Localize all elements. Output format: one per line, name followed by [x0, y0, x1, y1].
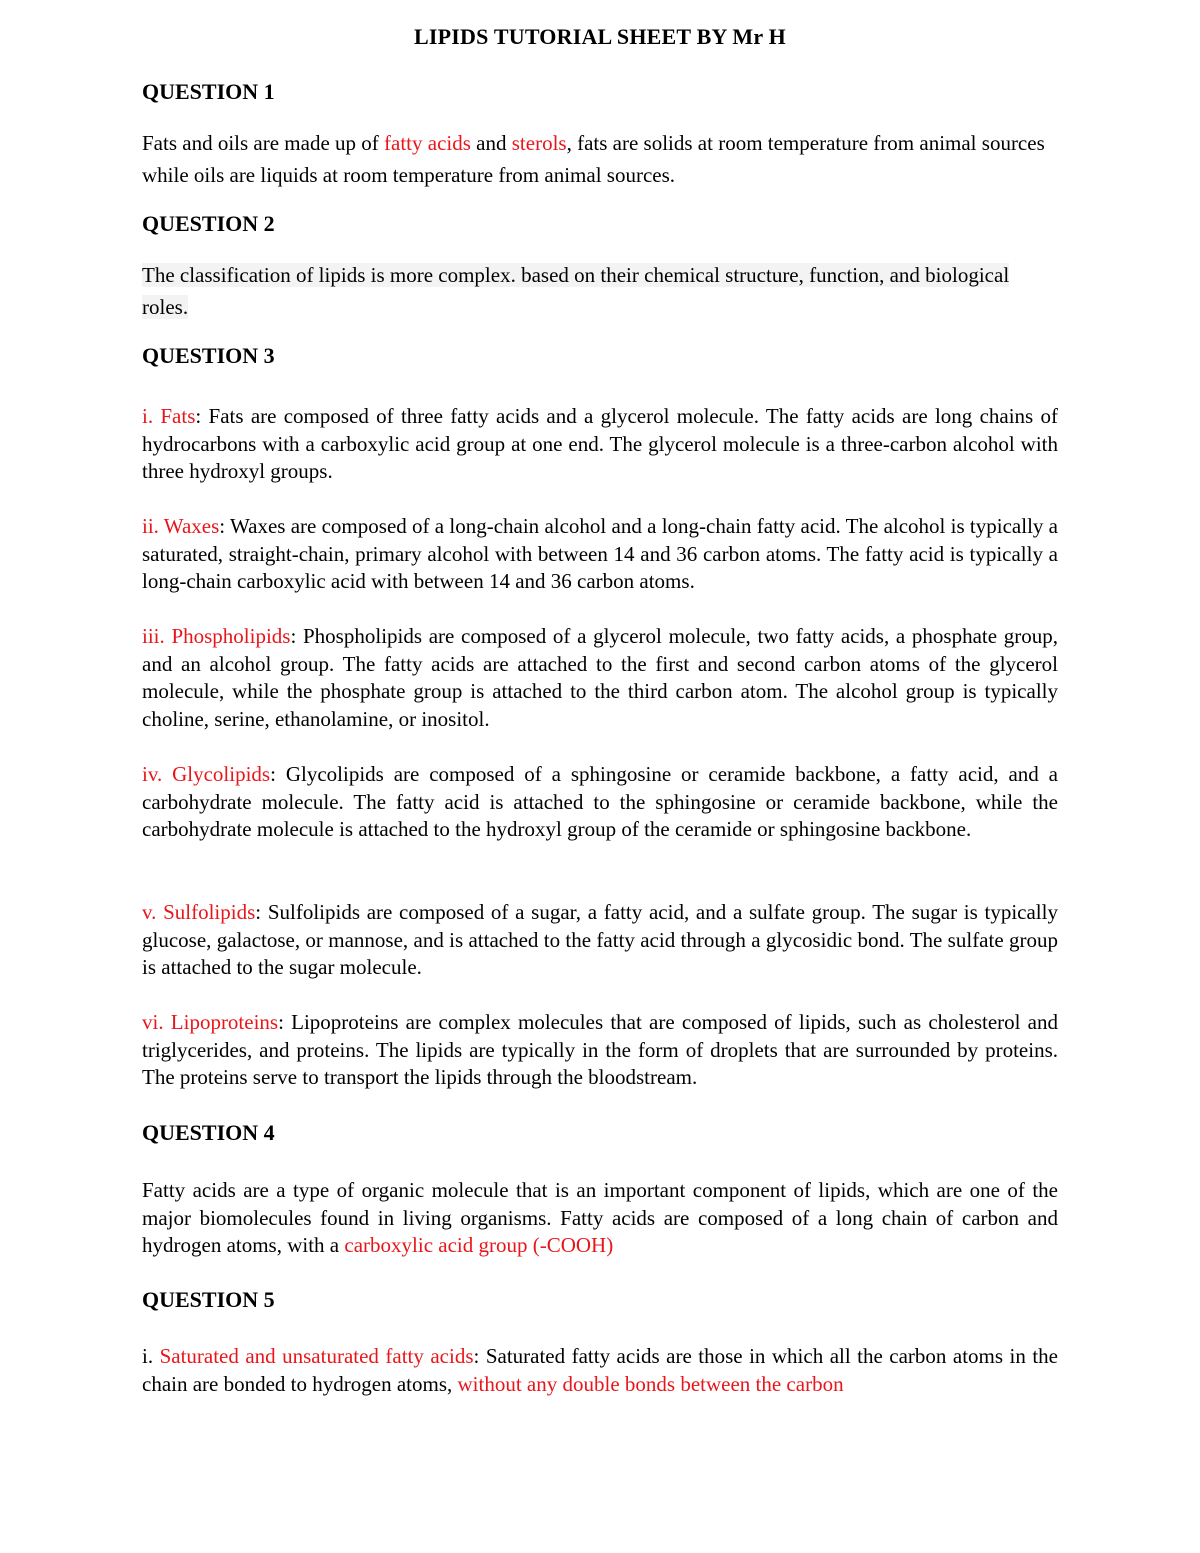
q1-highlight-sterols: sterols	[511, 131, 567, 155]
q3-item-label: iii. Phospholipids	[142, 624, 291, 648]
q5-text-0: i.	[142, 1344, 160, 1368]
q3-item-label: v. Sulfolipids	[142, 900, 256, 924]
question-5-answer	[142, 1343, 1058, 1398]
question-2-heading: QUESTION 2	[142, 211, 275, 236]
question-4-heading: QUESTION 4	[142, 1120, 275, 1145]
question-3-item-lipoproteins	[142, 1009, 1058, 1092]
question-1-answer	[142, 127, 1058, 191]
question-3-item-phospholipids	[142, 623, 1058, 733]
question-1-heading: QUESTION 1	[142, 79, 275, 104]
q3-item-label: vi. Lipoproteins	[142, 1010, 279, 1034]
question-3-item-glycolipids	[142, 761, 1058, 844]
q5-highlight-double-bonds: without any double bonds between the carbon	[457, 1371, 844, 1396]
q3-item-body: : Waxes are composed of a long-chain alcohol and a long-chain fatty acid. The alcohol is typically a saturated, straight-chain, primary alcohol with between 14 and 36 carbon atoms. The fatty acid is typically a long-chain carboxylic acid with between 14 and 36 carbon atoms.	[142, 514, 1058, 593]
q3-item-label: iv. Glycolipids	[142, 762, 271, 786]
question-3-item-fats	[142, 403, 1058, 486]
q1-text-1: Fats and oils are made up of	[142, 131, 385, 155]
q1-text-3: , fats are solids at room temperature from animal sources while oils are liquids at room temperature from animal sources.	[142, 131, 1045, 187]
q4-text: Fatty acids are a type of organic molecule that is an important component of lipids, which are one of the major biomolecules found in living organisms. Fatty acids are composed of a long chain of carbon and hydrogen atoms, with a	[142, 1178, 1058, 1257]
question-3-item-waxes	[142, 513, 1058, 596]
q1-highlight-fatty-acids: fatty acids	[384, 131, 471, 155]
question-2-answer	[142, 259, 1058, 323]
q5-text-1: : Saturated fatty acids are those in which all the carbon atoms in the chain are bonded to hydrogen atoms,	[142, 1344, 1058, 1396]
q2-text: The classification of lipids is more complex. based on their chemical structure, function, and biological roles.	[142, 263, 1010, 319]
question-5-heading: QUESTION 5	[142, 1287, 275, 1312]
q3-item-body: : Sulfolipids are composed of a sugar, a fatty acid, and a sulfate group. The sugar is typically glucose, galactose, or mannose, and is attached to the fatty acid through a glycosidic bond. The sulfate group is attached to the sugar molecule.	[142, 900, 1058, 979]
q3-item-body: : Fats are composed of three fatty acids and a glycerol molecule. The fatty acids are long chains of hydrocarbons with a carboxylic acid group at one end. The glycerol molecule is a three-carbon alcohol with three hydroxyl groups.	[142, 404, 1059, 483]
question-3-heading: QUESTION 3	[142, 343, 275, 368]
q3-item-body: : Lipoproteins are complex molecules that are composed of lipids, such as cholesterol and triglycerides, and proteins. The lipids are typically in the form of droplets that are surrounded by proteins. The proteins serve to transport the lipids through the bloodstream.	[142, 1010, 1058, 1089]
q3-item-body: : Glycolipids are composed of a sphingosine or ceramide backbone, a fatty acid, and a carbohydrate molecule. The fatty acid is attached to the sphingosine or ceramide backbone, while the carbohydrate molecule is attached to the hydroxyl group of the ceramide or sphingosine backbone.	[142, 762, 1059, 841]
q4-highlight-carboxylic: carboxylic acid group (-COOH)	[344, 1233, 614, 1257]
q3-item-label: i. Fats	[142, 404, 196, 428]
q1-text-2: and	[470, 131, 512, 155]
q3-item-body: : Phospholipids are composed of a glycerol molecule, two fatty acids, a phosphate group, and an alcohol group. The fatty acids are attached to the first and second carbon atoms of the glycerol molecule, while the phosphate group is attached to the third carbon atom. The alcohol group is typically choline, serine, ethanolamine, or inositol.	[142, 624, 1059, 731]
document-title: LIPIDS TUTORIAL SHEET BY Mr H	[414, 24, 786, 49]
question-3-item-sulfolipids	[142, 899, 1058, 982]
question-4-answer	[142, 1177, 1058, 1260]
q3-item-label: ii. Waxes	[142, 514, 220, 538]
q5-highlight-saturated: Saturated and unsaturated fatty acids	[159, 1344, 474, 1368]
